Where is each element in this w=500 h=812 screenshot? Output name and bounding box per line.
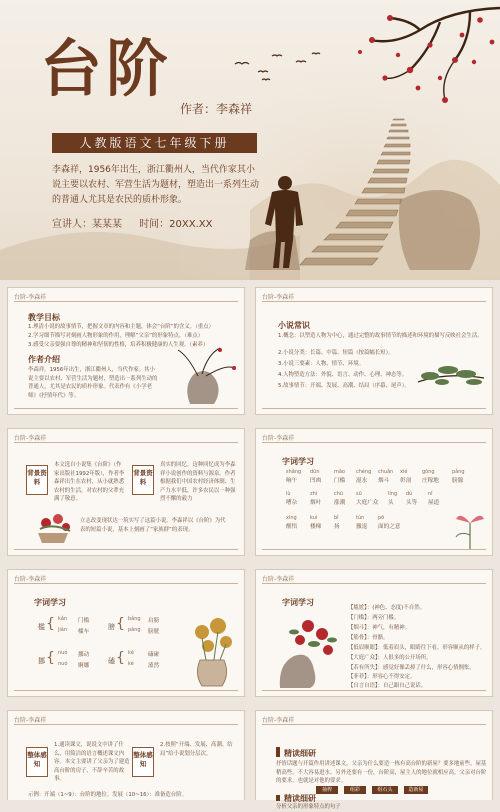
word: 嘈杂 — [286, 500, 298, 506]
heading-close-reading-2: 精读细研 — [284, 794, 316, 803]
word: 凹凼 — [310, 478, 322, 484]
keyword-tag: 组石头 — [372, 786, 398, 794]
slide-header: 台阶-李森祥 — [262, 717, 295, 724]
cover-author: 作者：李森祥 — [180, 102, 253, 116]
pinyin: nuó — [58, 650, 68, 656]
novel-line-1: 1.概念：以塑造人物为中心，通过完整的故事情节的描述和环境的描写反映社会生活。 — [278, 333, 483, 339]
novel-line-5: 5.故事情节：开端、发展、高潮、结局（序幕、尾声）。 — [278, 383, 410, 389]
word: 磕碰 — [148, 652, 160, 658]
rock-orchid-icon — [168, 346, 238, 406]
heading-vocabulary: 字词学习 — [282, 457, 314, 466]
pinyin: gōng — [422, 469, 435, 475]
tag-background-left: 背景资料 — [26, 465, 48, 495]
pinyin: líng — [388, 491, 398, 497]
pinyin: páng — [128, 627, 141, 633]
polyphone-char: 磕 — [108, 657, 115, 665]
close-reading-text-2: 分析父亲的形象特点的句子 — [276, 804, 341, 810]
close-reading-text: 抒情话题与开篇作用讲述课文，父亲为什么要造一栋有高台阶的新屋？要多地前些，屋基稍高些，不大容易进水。另外还要有一份，台阶高，屋主人的地位就相应高。父亲对台阶的要求，也就是对他的要求。 — [276, 761, 487, 784]
keyword-tag: 抽榨 — [316, 786, 338, 794]
polyphone-char: 膀 — [108, 623, 115, 631]
definition-5: 【低眉顺眼】：低着眉头，眼睛往下看，形容顺从的样子。 — [348, 645, 486, 651]
word: 彰剖 — [400, 478, 412, 484]
pinyin: chéng — [356, 469, 372, 475]
pinyin: dūn — [310, 469, 320, 475]
word: 门槛 — [334, 478, 346, 484]
word: 膀腺 — [452, 478, 464, 484]
slide-teaching-goals[interactable] — [7, 287, 245, 415]
background-bottom-text: 立志改变现状达一筑实写了这篇小说。李森祥以《台阶》为代表的短篇小说，基本上刻画了“家族群”的表现。 — [80, 518, 226, 533]
overall-bottom-text: 示例：开端（1~9）：台阶的地位。发展（10~16）：准备造台阶。 — [28, 792, 187, 798]
word: 槛车 — [78, 629, 90, 635]
goal-2: 2.学习细节描写对刻画人物形象的作用，理解“父亲”的形象特点。（难点） — [28, 333, 204, 339]
pinyin: nuó — [58, 661, 68, 667]
overall-right-text: 2.按照“开端、发展、高潮、结局”给小说划分层次。 — [160, 742, 233, 757]
pinyin: mǎo — [334, 469, 345, 475]
flower-vase-icon — [186, 614, 238, 690]
pinyin: kǎn — [58, 616, 68, 622]
definition-7: 【若有所失】：感觉好像丢掉了什么，形容心情惆怅。 — [348, 665, 475, 671]
pinyin: pǎng — [452, 469, 465, 475]
slide-header: 台阶-李森祥 — [14, 576, 47, 583]
heading-vocabulary: 字词学习 — [34, 598, 66, 607]
word: 头等 — [406, 500, 418, 506]
slide-header: 台阶-李森祥 — [14, 294, 47, 301]
cover-meta — [52, 215, 227, 230]
word: 面的之意 — [378, 524, 401, 530]
goal-1: 1.理清小说的故事情节，把握文章的内容和主题，体会“台阶”的含义。（重点） — [28, 324, 214, 330]
pinyin: bǎng — [128, 616, 141, 622]
tag-overall-left: 整体感知 — [26, 747, 48, 777]
slide-header: 台阶-李森祥 — [14, 435, 47, 442]
heading-teaching-goals: 教学目标 — [28, 313, 60, 322]
definition-2: 【门槛】：两旁门槛。 — [348, 615, 400, 621]
slide-header: 台阶-李森祥 — [262, 576, 295, 583]
pinyin: pō — [378, 515, 385, 521]
slide-overall-perception[interactable] — [7, 710, 245, 800]
polyphone-char: 槛 — [38, 623, 45, 631]
author-intro-text: 李森祥，1956年出生，浙江衢州人，当代作家。其小说主要以农村、军营生活为题材，塑造出一系列生动的普通人，尤其是农民的质朴形象。代表作有《小学老师》《抒情年代》等。 — [28, 367, 158, 399]
pinyin: tún — [356, 515, 365, 521]
novel-line-3: 3.小说三要素：人物、情节、环境。 — [278, 361, 365, 367]
slide-background[interactable] — [7, 428, 245, 556]
pinyin: xié — [400, 469, 408, 475]
slide-header: 台阶-李森祥 — [262, 294, 295, 301]
tag-background-right: 背景资料 — [132, 465, 154, 495]
slide-vocabulary-polyphones[interactable]: 台阶-李森祥 字词学习 槛 { kǎn 门槛 jiàn 槛车 膀 { bǎng 肩膀 páng 膀胱 挪 { nuó 挪动 nuó 婀娜 磕 { kē 磕碰 kè 溘然 — [7, 569, 245, 697]
keyword-tag: 造新屋 — [404, 786, 428, 794]
word: 婀娜 — [78, 663, 90, 669]
cover-banner: 人教版语文七年级下册 — [52, 133, 257, 153]
slide-vocabulary-definitions[interactable] — [255, 569, 493, 697]
word: 涨潮 — [334, 500, 346, 506]
definition-8: 【菲菲】：形容心不得安定。 — [348, 674, 416, 680]
pinyin: zhí — [310, 491, 318, 497]
goal-3: 3.感受父亲要强自尊的精神和坚韧的性格，培养积极健康的人生观。（素养） — [28, 342, 209, 348]
pinyin: chū — [334, 491, 344, 497]
slide-close-reading[interactable] — [255, 710, 493, 810]
slide-header: 台阶-李森祥 — [14, 717, 47, 724]
heading-author-intro: 作者介绍 — [28, 355, 60, 364]
flower-pot-icon — [28, 509, 78, 545]
word: 醒悟 — [286, 524, 298, 530]
pinyin: sū — [356, 491, 362, 497]
pinyin: kē — [128, 650, 134, 656]
word: 头 — [388, 500, 394, 506]
word: 挪动 — [78, 652, 90, 658]
pine-branch-icon — [416, 352, 486, 392]
word: 大庭广众 — [356, 500, 379, 506]
cover-slide — [0, 0, 500, 280]
cover-title: 台阶 — [40, 32, 173, 105]
word: 溘然 — [148, 663, 160, 669]
overall-left-text: 1.通读课文，说说文中讲了什么，用简洁的语言概述课文内容。本文主要讲了父亲为了建造高台阶的房子，不辞辛苦的故事。 — [54, 742, 130, 782]
keyword-tag: 组彩 — [344, 786, 366, 794]
definition-3: 【烟斗】：神气，有精神。 — [348, 625, 410, 631]
word: 撤退 — [356, 524, 368, 530]
word: 烟叶 — [310, 500, 322, 506]
pinyin: shǎng — [286, 469, 302, 475]
pinyin: dù — [406, 491, 413, 497]
pinyin: kè — [128, 661, 134, 667]
definition-6: 【大庭广众】：人很多的公开场所。 — [348, 655, 432, 661]
word: 扬 — [334, 524, 340, 530]
heading-novel-knowledge: 小说常识 — [278, 321, 310, 330]
background-left-text: 本文选自小说集《台阶》（作家出版社1992年版），作者李森祥出生在农村，从小就熟悉农村的生活，对农村的父辈充满了敬意。 — [54, 462, 125, 502]
pinyin: lù — [286, 491, 291, 497]
lily-flower-icon — [452, 505, 488, 549]
cover-intro: 李森祥，1956年出生，浙江衢州人，当代作家其小说主要以农村、军营生活为题材，塑造出一系列生动的普通人尤其是农民的质朴形象。 — [52, 165, 260, 205]
background-right-text: 真实的回忆。这种回忆成为李森祥小说创作的资料与源泉。作者根据我们中国农村经济体制、生产力水平低，许多农民以一种强烈不懈的毅力 — [160, 462, 236, 502]
definition-1: 【尴尬】：(神色、态度)不自然。 — [348, 605, 425, 611]
definition-9: 【自言自语】：自己跟自己说话。 — [348, 683, 427, 689]
peony-rock-icon — [274, 614, 340, 690]
word: 涎水 — [356, 478, 368, 484]
pinyin: jiàn — [58, 627, 68, 633]
novel-line-2: 2.小说分类：长篇、中篇、短篇（按篇幅长短）。 — [278, 350, 394, 356]
word: 楼梯 — [310, 524, 322, 530]
word: 门槛 — [78, 618, 90, 624]
presenter: 宣讲人：某某某 — [52, 219, 122, 230]
slide-header: 台阶-李森祥 — [262, 435, 295, 442]
time: 时间：20XX.XX — [139, 219, 213, 230]
slide-vocabulary-grid[interactable] — [255, 428, 493, 556]
tag-overall-right: 整体感知 — [132, 747, 154, 777]
word: 晌午 — [286, 478, 298, 484]
pinyin: chuǎn — [378, 469, 394, 475]
polyphone-char: 挪 — [38, 657, 45, 665]
pinyin: nǐ — [428, 491, 433, 497]
heading-close-reading: 精读细研 — [284, 749, 316, 758]
novel-line-4: 4.人物塑造方法：外貌、语言、动作、心理、神态等。 — [278, 372, 408, 378]
word: 烟斗 — [378, 478, 390, 484]
pinyin: xìng — [286, 515, 297, 521]
word: 庄稼地 — [422, 478, 439, 484]
slide-novel-knowledge[interactable] — [255, 287, 493, 415]
pinyin: bǐ — [334, 515, 339, 521]
pinyin: kuì — [310, 515, 318, 521]
word: 屋道 — [428, 500, 440, 506]
definition-4: 【筋骨】：骨骼。 — [348, 635, 389, 641]
word: 肩膀 — [148, 618, 160, 624]
heading-vocabulary: 字词学习 — [282, 598, 314, 607]
word: 膀胱 — [148, 629, 160, 635]
